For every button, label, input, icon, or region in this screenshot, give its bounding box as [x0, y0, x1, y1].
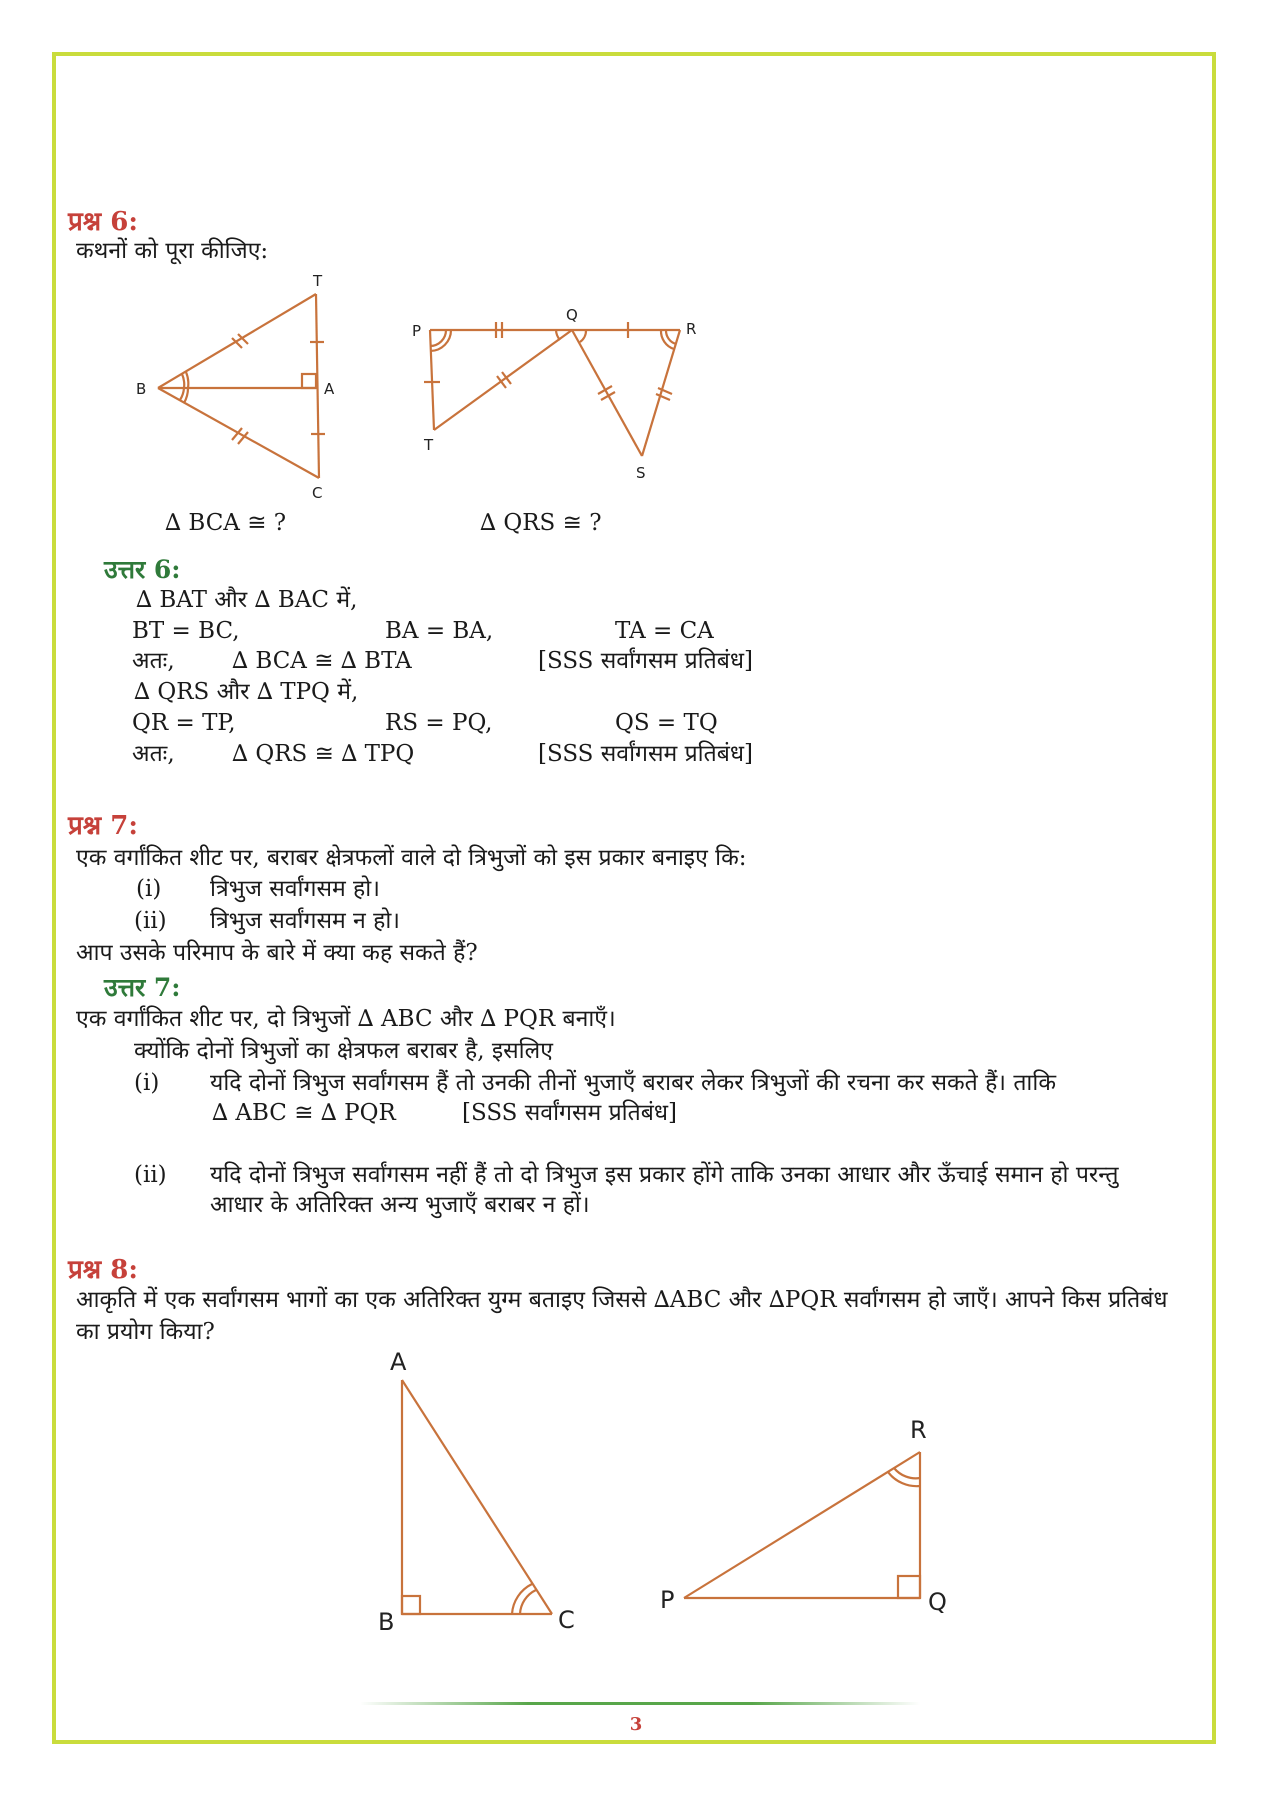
q7-line-1: एक वर्गांकित शीट पर, बराबर क्षेत्रफलों वाले दो त्रिभुजों को इस प्रकार बनाइए कि: [76, 845, 747, 871]
side-rs [642, 330, 680, 456]
q6-figure-pqrst [400, 298, 740, 488]
right-angle-b [402, 1596, 420, 1614]
a6-line-3a: अतः, [132, 648, 175, 674]
q6-caption-qrs: ∆ QRS ≅ ? [480, 510, 602, 536]
label-t: T [313, 272, 323, 290]
label-p: P [660, 1586, 675, 1614]
label-q: Q [928, 1588, 947, 1616]
label-c: C [558, 1606, 575, 1634]
label-a: A [390, 1348, 407, 1376]
label-c: C [312, 484, 323, 502]
a6-line-5c: QS = TQ [615, 710, 718, 736]
q7-item-ii-num: (ii) [134, 908, 167, 934]
a6-line-2a: BT = BC, [132, 618, 240, 644]
a7-item-i-num: (i) [134, 1070, 160, 1096]
q6-caption-bca: ∆ BCA ≅ ? [165, 510, 287, 536]
q8-line-2: का प्रयोग किया? [76, 1319, 215, 1345]
a7-item-i-rule: [SSS सर्वांगसम प्रतिबंध] [462, 1100, 678, 1126]
q7-line-4: आप उसके परिमाप के बारे में क्या कह सकते हैं? [76, 940, 478, 966]
a6-line-4: ∆ QRS और ∆ TPQ में, [134, 679, 359, 705]
a6-line-6a: अतः, [132, 741, 175, 767]
q6-figure-bta [120, 268, 360, 508]
a7-item-ii-text-1: यदि दोनों त्रिभुज सर्वांगसम नहीं हैं तो दो त्रिभुज इस प्रकार होंगे ताकि उनका आधार और ऊँचाई समान हो परन्तु [210, 1162, 1119, 1188]
q7-item-i-text: त्रिभुज सर्वांगसम हो। [210, 876, 380, 902]
page-number: 3 [629, 1714, 643, 1735]
a6-line-5b: RS = PQ, [385, 710, 493, 736]
a7-line-1: एक वर्गांकित शीट पर, दो त्रिभुजों ∆ ABC और ∆ PQR बनाएँ। [76, 1006, 616, 1032]
right-angle-mark [302, 374, 316, 388]
label-a: A [324, 380, 335, 398]
q7-item-ii-text: त्रिभुज सर्वांगसम न हो। [210, 908, 401, 934]
side-ac [402, 1380, 552, 1614]
a6-line-3b: ∆ BCA ≅ ∆ BTA [232, 648, 412, 674]
label-r: R [686, 320, 697, 338]
label-t: T [424, 436, 434, 454]
a6-line-6c: [SSS सर्वांगसम प्रतिबंध] [538, 741, 754, 767]
footer-divider [360, 1702, 920, 1705]
q6-heading: प्रश्न 6: [68, 207, 138, 237]
a6-line-1: ∆ BAT और ∆ BAC में, [136, 587, 358, 613]
q8-line-1: आकृति में एक सर्वांगसम भागों का एक अतिरिक्त युग्म बताइए जिससे ∆ABC और ∆PQR सर्वांगसम हो जाएँ। आपने किस प्रतिबंध [76, 1287, 1168, 1313]
a7-line-2: क्योंकि दोनों त्रिभुजों का क्षेत्रफल बराबर है, इसलिए [134, 1038, 553, 1064]
q7-heading: प्रश्न 7: [68, 811, 138, 841]
q8-heading: प्रश्न 8: [68, 1255, 138, 1285]
a6-line-2c: TA = CA [615, 618, 714, 644]
q7-item-i-num: (i) [136, 876, 162, 902]
right-angle-q [898, 1576, 920, 1598]
side-pr [684, 1452, 920, 1598]
side-tq [434, 330, 572, 430]
label-b: B [378, 1608, 395, 1636]
side-qs [572, 330, 642, 456]
a6-line-2b: BA = BA, [385, 618, 494, 644]
a6-line-3c: [SSS सर्वांगसम प्रतिबंध] [538, 648, 754, 674]
side-bt [158, 294, 316, 388]
a7-heading: उत्तर 7: [104, 973, 181, 1002]
a6-heading: उत्तर 6: [104, 555, 181, 584]
a7-item-i-text: यदि दोनों त्रिभुज सर्वांगसम हैं तो उनकी तीनों भुजाएँ बराबर लेकर त्रिभुजों की रचना कर सकते हैं। ताकि [210, 1070, 1057, 1096]
label-q: Q [566, 306, 578, 324]
label-p: P [412, 322, 422, 340]
label-s: S [636, 464, 646, 482]
label-r: R [910, 1416, 927, 1444]
a7-item-i-eq: ∆ ABC ≅ ∆ PQR [212, 1100, 396, 1126]
label-b: B [136, 380, 147, 398]
a6-line-5a: QR = TP, [132, 710, 236, 736]
q8-figure [360, 1342, 980, 1642]
a7-item-ii-text-2: आधार के अतिरिक्त अन्य भुजाएँ बराबर न हों। [210, 1192, 590, 1218]
q6-prompt: कथनों को पूरा कीजिए: [76, 238, 269, 264]
a6-line-6b: ∆ QRS ≅ ∆ TPQ [232, 741, 415, 767]
a7-item-ii-num: (ii) [134, 1162, 167, 1188]
